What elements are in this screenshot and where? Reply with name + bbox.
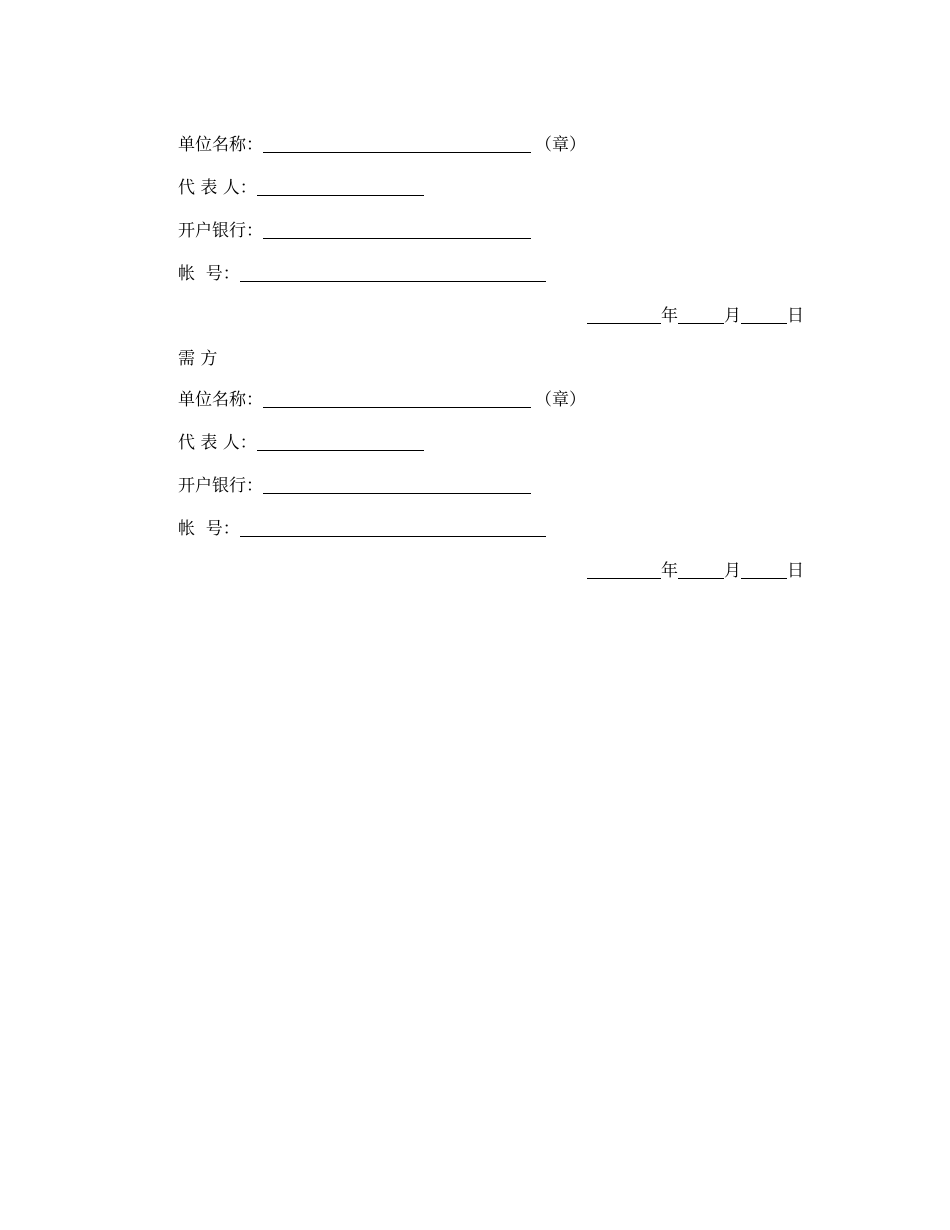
day-label: 日 <box>787 306 804 326</box>
account-row-2 <box>178 517 546 541</box>
company-name-label: 单位名称： <box>178 135 263 155</box>
account-label: 帐 号： <box>178 519 240 539</box>
bank-blank[interactable] <box>263 475 531 494</box>
month-label: 月 <box>724 306 741 326</box>
month-blank[interactable] <box>678 560 724 579</box>
buyer-title: 需 方 <box>178 349 218 369</box>
representative-label: 代 表 人： <box>178 433 257 453</box>
representative-row-2 <box>178 431 424 455</box>
year-blank[interactable] <box>587 560 661 579</box>
company-name-label: 单位名称： <box>178 390 263 410</box>
company-name-blank[interactable] <box>263 389 531 408</box>
seal-label: （章） <box>535 390 586 410</box>
representative-blank[interactable] <box>257 432 424 451</box>
year-blank[interactable] <box>587 305 661 324</box>
company-name-row-2 <box>178 388 586 412</box>
month-blank[interactable] <box>678 305 724 324</box>
representative-blank[interactable] <box>257 177 424 196</box>
bank-blank[interactable] <box>263 220 531 239</box>
bank-row-2 <box>178 474 531 498</box>
date-row-1 <box>587 304 804 328</box>
bank-label: 开户银行： <box>178 476 263 496</box>
month-label: 月 <box>724 561 741 581</box>
bank-label: 开户银行： <box>178 221 263 241</box>
day-blank[interactable] <box>741 305 787 324</box>
seal-label: （章） <box>535 135 586 155</box>
company-name-blank[interactable] <box>263 134 531 153</box>
account-row-1 <box>178 262 546 286</box>
account-blank[interactable] <box>240 263 546 282</box>
company-name-row-1 <box>178 133 586 157</box>
bank-row-1 <box>178 219 531 243</box>
account-blank[interactable] <box>240 518 546 537</box>
day-label: 日 <box>787 561 804 581</box>
day-blank[interactable] <box>741 560 787 579</box>
year-label: 年 <box>661 561 678 581</box>
account-label: 帐 号： <box>178 264 240 284</box>
year-label: 年 <box>661 306 678 326</box>
representative-label: 代 表 人： <box>178 178 257 198</box>
date-row-2 <box>587 559 804 583</box>
representative-row-1 <box>178 176 424 200</box>
